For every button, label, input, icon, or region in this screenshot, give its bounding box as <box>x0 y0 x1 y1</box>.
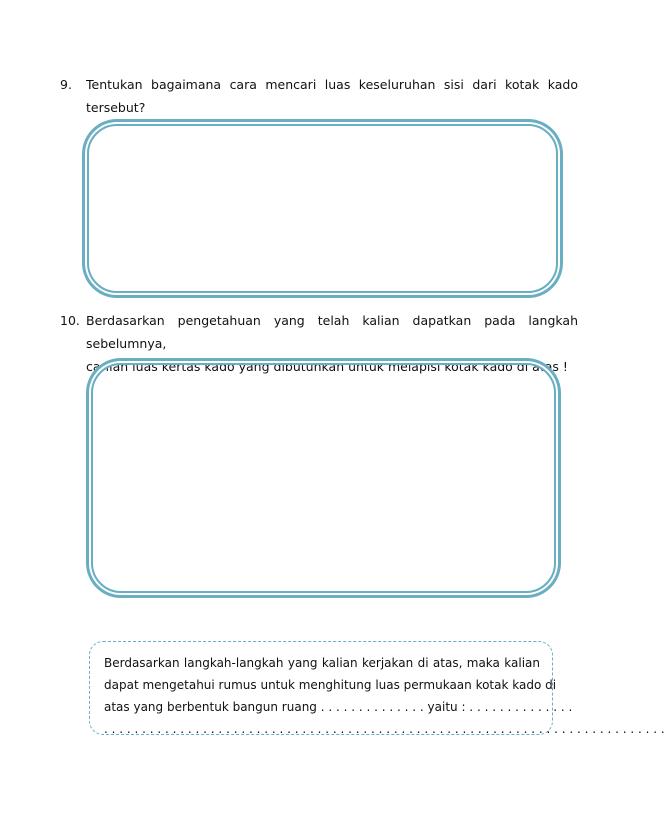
conclusion-line-2: dapat mengetahui rumus untuk menghitung luas permukaan kotak kado di <box>104 678 557 692</box>
question-text-line-1: Berdasarkan pengetahuan yang telah kalian dapatkan pada langkah sebelumnya, <box>86 313 578 351</box>
question-number: 9. <box>60 77 72 92</box>
question-number: 10. <box>60 313 80 328</box>
question-text-line-1: Tentukan bagaimana cara mencari luas keseluruhan sisi dari kotak kado <box>86 77 578 92</box>
conclusion-line-4: . . . . . . . . . . . . . . . . . . . . . . . . . . . . . . . . . . . . . . . . . . . . . . . . . . . . . . . . . . . . . . . . . . . . . . . . . . <box>104 722 665 736</box>
question-text-line-2: tersebut? <box>86 100 146 115</box>
conclusion-box <box>89 641 665 736</box>
question-9 <box>60 73 578 119</box>
conclusion-line-1: Berdasarkan langkah-langkah yang kalian kerjakan di atas, maka kalian <box>104 656 540 670</box>
answer-box-9[interactable] <box>87 124 558 293</box>
answer-box-10[interactable] <box>91 363 556 593</box>
question-text-line-2: carilah luas kertas kado yang dibutuhkan untuk melapisi kotak kado di atas ! <box>86 359 568 374</box>
conclusion-line-3: atas yang berbentuk bangun ruang . . . . . . . . . . . . . . yaitu : . . . . . . . . . . . . . . <box>104 700 573 714</box>
